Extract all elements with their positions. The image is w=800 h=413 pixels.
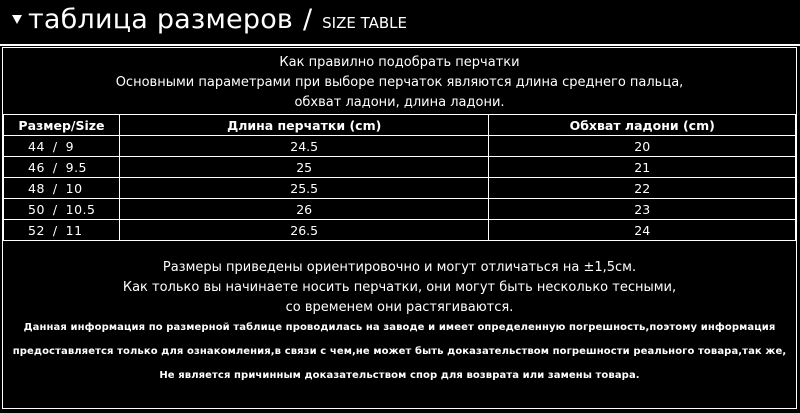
- table-header-row: [4, 115, 796, 136]
- size-separator: /: [52, 159, 58, 175]
- size-separator: /: [52, 180, 58, 196]
- size-cell: [4, 220, 120, 241]
- length-cell: 25.5: [119, 178, 488, 199]
- size-ru: 50: [28, 201, 45, 217]
- length-cell: 26: [119, 199, 488, 220]
- length-cell: 24.5: [119, 136, 488, 157]
- table-row: [4, 178, 796, 199]
- note-line-1: Размеры приведены ориентировочно и могут отличаться на ±1,5см.: [162, 260, 637, 275]
- size-cell: [4, 157, 120, 178]
- table-row: [4, 157, 796, 178]
- table-row: [4, 220, 796, 241]
- size-ru: 48: [28, 180, 45, 196]
- table-row: [4, 136, 796, 157]
- size-eu: 9.5: [65, 159, 88, 175]
- title-separator: /: [303, 4, 313, 35]
- size-table: [3, 114, 796, 241]
- header-divider: [0, 44, 800, 46]
- size-separator: /: [52, 222, 58, 238]
- size-separator: /: [52, 201, 58, 217]
- girth-cell: 23: [489, 199, 796, 220]
- column-header-girth: Обхват ладони (cm): [489, 115, 796, 136]
- note-line-2: Как только вы начинаете носить перчатки, они могут быть несколько тесными,: [122, 280, 677, 295]
- intro-line-1: Как правилно подобрать перчатки: [279, 55, 520, 70]
- girth-cell: 21: [489, 157, 796, 178]
- header: [0, 0, 800, 40]
- size-eu: 9: [65, 138, 75, 154]
- size-separator: /: [52, 138, 58, 154]
- disclaimer-line-3: Не является причинным доказательством спор для возврата или замены товара.: [159, 370, 640, 381]
- size-ru: 52: [28, 222, 45, 238]
- size-table-box: [2, 47, 797, 409]
- size-cell: [4, 199, 120, 220]
- column-header-size: Размер/Size: [4, 115, 120, 136]
- size-eu: 10: [65, 180, 83, 196]
- intro-line-2: Основными параметрами при выборе перчаток являются длина среднего пальца,: [115, 75, 684, 90]
- size-eu: 11: [65, 222, 83, 238]
- size-cell: [4, 178, 120, 199]
- title-en: SIZE TABLE: [322, 14, 407, 32]
- size-eu: 10.5: [65, 201, 96, 217]
- notes-text: [3, 258, 796, 318]
- disclaimer-line-2: предоставляется только для ознакомления,в связи с чем,не может быть доказательством погрешности реального товара,так же,: [12, 346, 787, 357]
- girth-cell: 24: [489, 220, 796, 241]
- girth-cell: 20: [489, 136, 796, 157]
- title-ru: таблица размеров: [28, 4, 294, 35]
- size-cell: [4, 136, 120, 157]
- intro-text: [3, 53, 796, 113]
- girth-cell: 22: [489, 178, 796, 199]
- column-header-length: Длина перчатки (cm): [119, 115, 488, 136]
- note-line-3: со временем они растягиваются.: [285, 300, 514, 315]
- disclaimer-line-1: Данная информация по размерной таблице проводилась на заводе и имеет определенную погрешность,поэтому информация: [23, 322, 776, 333]
- length-cell: 26.5: [119, 220, 488, 241]
- size-ru: 44: [28, 138, 45, 154]
- triangle-down-icon: [12, 15, 22, 24]
- length-cell: 25: [119, 157, 488, 178]
- intro-line-3: обхват ладони, длина ладони.: [294, 95, 505, 110]
- size-ru: 46: [28, 159, 45, 175]
- table-row: [4, 199, 796, 220]
